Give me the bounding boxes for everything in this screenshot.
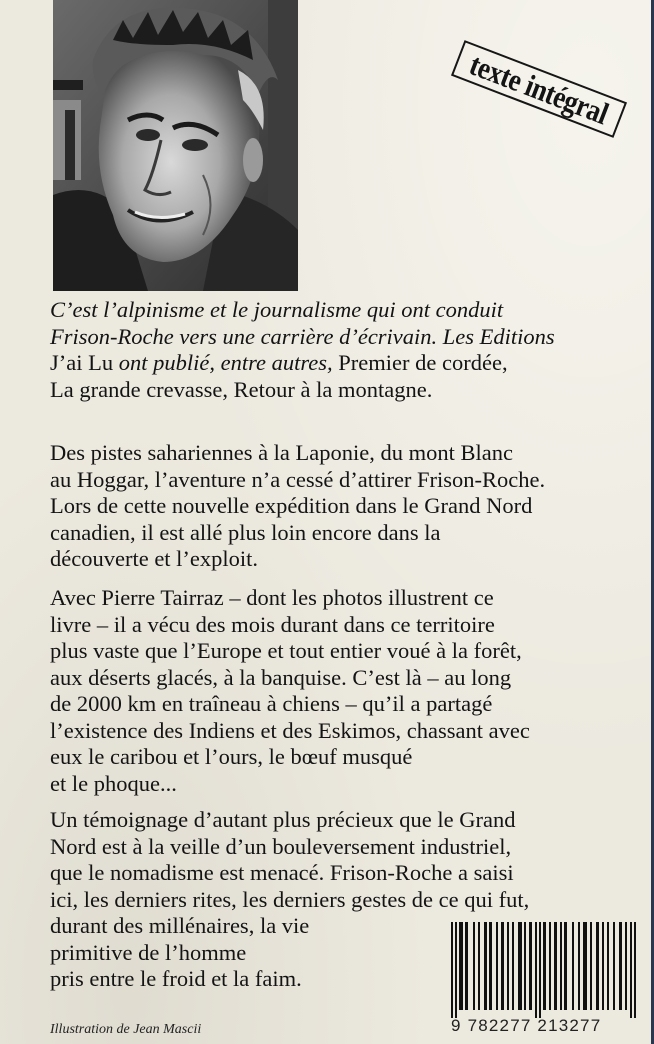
text-line: La grande crevasse, Retour à la montagne. bbox=[50, 376, 433, 402]
text-line: Un témoignage d’autant plus précieux que le Grand bbox=[50, 807, 516, 832]
text-line: pris entre le froid et la faim. bbox=[50, 966, 302, 991]
isbn-barcode bbox=[451, 922, 637, 1018]
illustration-credit: Illustration de Jean Mascii bbox=[50, 1022, 202, 1037]
text-line: et le phoque... bbox=[50, 770, 177, 796]
text-line: canadien, il est allé plus loin encore dans la bbox=[50, 519, 441, 545]
text-line: aux déserts glacés, à la banquise. C’est là – au long bbox=[50, 664, 512, 690]
text-line: au Hoggar, l’aventure n’a cessé d’attirer Frison-Roche. bbox=[50, 466, 546, 492]
text-line: Des pistes sahariennes à la Laponie, du mont Blanc bbox=[50, 440, 513, 465]
text-line: J’ai Lu ont publié, entre autres, Premier de cordée, bbox=[50, 350, 508, 375]
text-line: eux le caribou et l’ours, le bœuf musqué bbox=[50, 744, 413, 769]
text-line: ici, les derniers rites, les derniers gestes de ce qui fut, bbox=[50, 886, 530, 912]
text-line: que le nomadisme est menacé. Frison-Roche a saisi bbox=[50, 860, 514, 885]
blurb-paragraph-2 bbox=[50, 440, 610, 573]
text-line: Avec Pierre Tairraz – dont les photos illustrent ce bbox=[50, 585, 494, 610]
text-line: livre – il a vécu des mois durant dans ce territoire bbox=[50, 611, 495, 637]
blurb-paragraph-1 bbox=[50, 297, 610, 403]
text-line: durant des millénaires, la vie bbox=[50, 913, 310, 938]
text-line: Frison-Roche vers une carrière d’écrivain. Les Editions bbox=[50, 323, 555, 349]
text-line: primitive de l’homme bbox=[50, 939, 247, 965]
text-line: Nord est à la veille d’un bouleversement industriel, bbox=[50, 833, 512, 859]
blurb-paragraph-3 bbox=[50, 585, 610, 797]
text-line: l’existence des Indiens et des Eskimos, chassant avec bbox=[50, 717, 530, 743]
text-line: découverte et l’exploit. bbox=[50, 546, 259, 571]
text-line: Lors de cette nouvelle expédition dans le Grand Nord bbox=[50, 493, 533, 518]
stamp-label: texte intégral bbox=[465, 46, 614, 131]
isbn-digits: 9 782277 213277 bbox=[451, 1016, 602, 1035]
text-line: de 2000 km en traîneau à chiens – qu’il a partagé bbox=[50, 691, 493, 716]
text-line: plus vaste que l’Europe et tout entier voué à la forêt, bbox=[50, 638, 522, 663]
author-photo bbox=[53, 0, 298, 291]
text-line: C’est l’alpinisme et le journalisme qui ont conduit bbox=[50, 297, 504, 322]
